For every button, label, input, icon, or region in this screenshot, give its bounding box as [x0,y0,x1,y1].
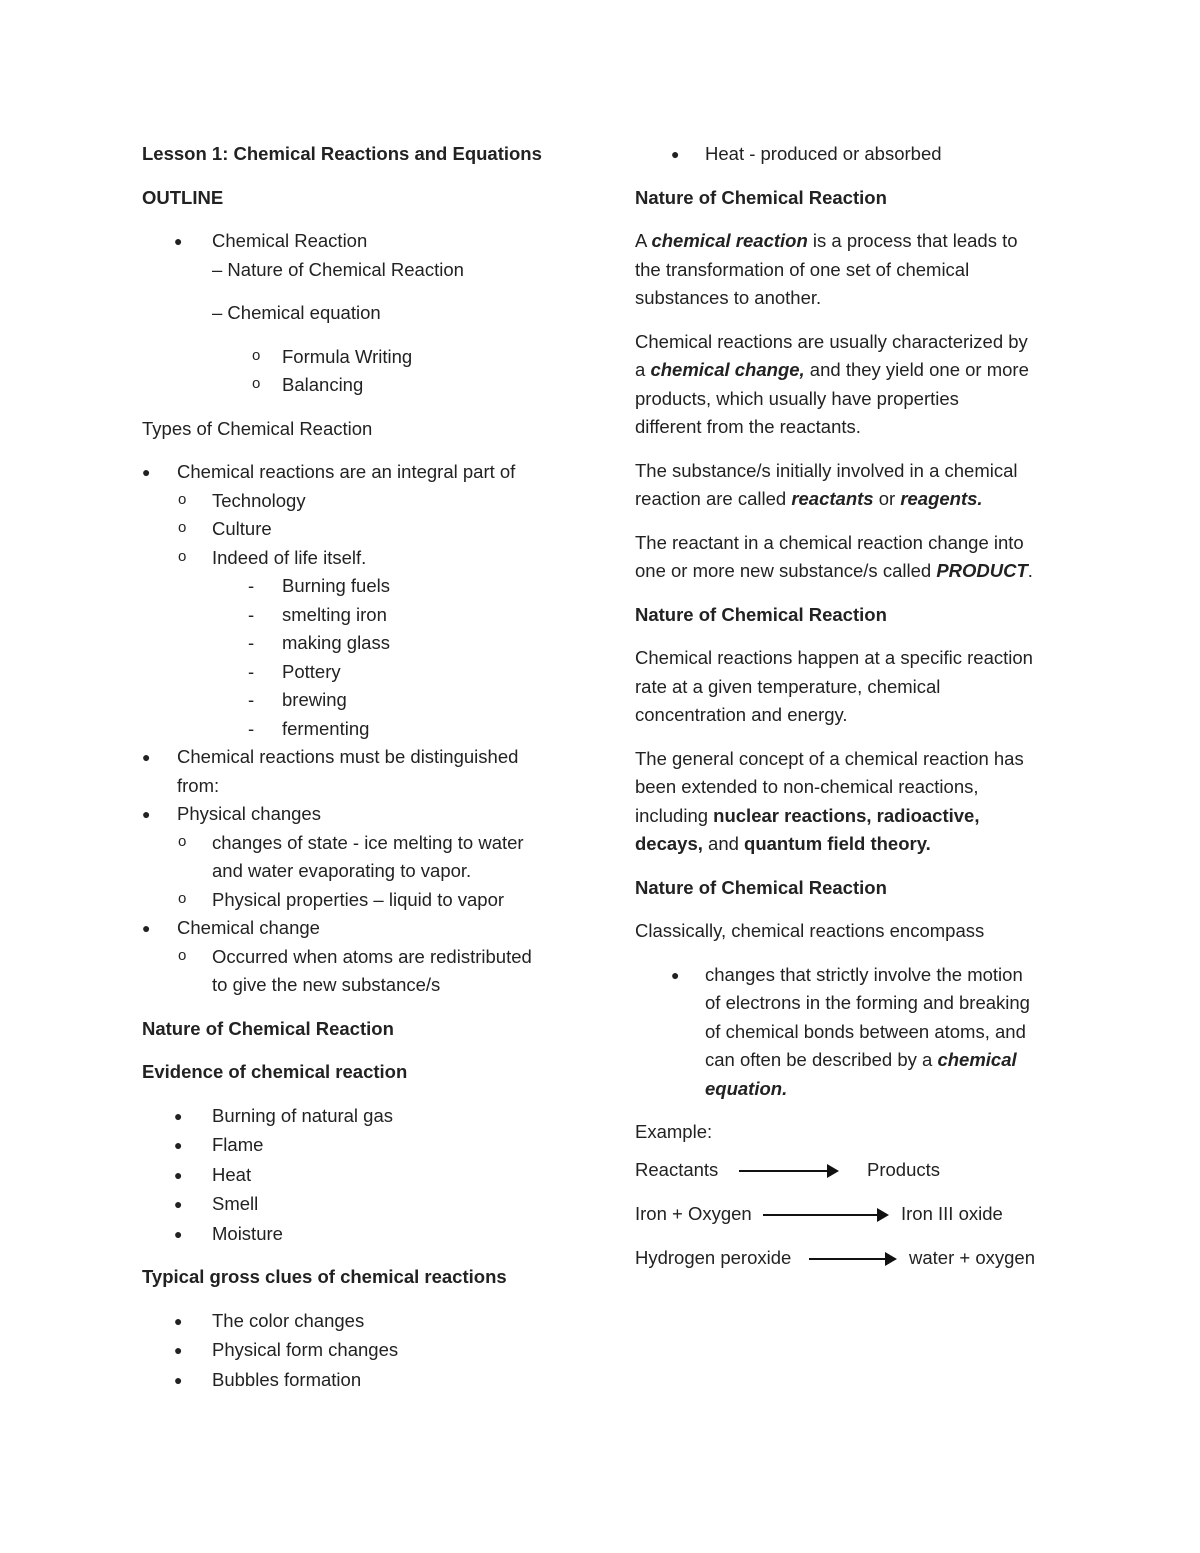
text-line: Chemical reactions are usually characterized by [635,330,1028,352]
circle-bullet-icon: o [178,490,187,508]
list-item [142,458,582,487]
text-line: been extended to non-chemical reactions, [635,776,979,797]
bullet-icon: ● [174,1166,183,1183]
bullet-icon: ● [142,920,151,936]
arrow-icon [809,1258,895,1260]
text-line: The reactant in a chemical reaction change into [635,531,1024,553]
text-line: different from the reactants. [635,416,861,437]
list-item-text: of chemical bonds between atoms, and [705,1020,1026,1042]
list-item [635,961,1075,1104]
list-item [142,1161,582,1190]
bullet-icon: ● [174,1371,183,1388]
list-item-text: and water evaporating to vapor. [212,860,472,881]
text: and [702,833,745,854]
bullet-icon: ● [174,233,183,249]
list-item [142,544,582,573]
bullet-icon: ● [142,749,151,765]
list-item-text: Culture [212,518,272,539]
outline-sub-item: – Nature of Chemical Reaction [212,258,464,280]
list-item [142,886,582,915]
outline-heading: OUTLINE [142,186,224,208]
example-row [635,1149,1075,1193]
list-item-text: Pottery [282,660,341,682]
list-item-text: fermenting [282,717,370,739]
list-item [142,343,582,372]
list-item-text: Indeed of life itself. [212,546,367,568]
paragraph [635,529,1075,586]
list-item [142,829,582,886]
example-row [635,1237,1075,1281]
bullet-icon: ● [142,464,151,480]
dash-bullet-icon: - [248,632,255,653]
list-item [635,140,1075,169]
text-line: rate at a given temperature, chemical [635,675,941,697]
text: a [635,359,651,380]
example-right: Iron III oxide [901,1203,1003,1225]
example-row [635,1193,1075,1237]
section-heading: Nature of Chemical Reaction [635,876,887,898]
text-line: products, which usually have properties [635,387,959,409]
bullet-icon: ● [174,1196,183,1212]
bullet-icon: ● [174,1107,183,1124]
dash-bullet-icon: - [248,603,255,625]
term: PRODUCT [936,560,1028,581]
term: equation. [705,1077,788,1099]
section-heading: Typical gross clues of chemical reactions [142,1266,507,1287]
list-item [142,715,582,744]
list-item-text: Formula Writing [282,345,413,367]
example-left: Iron + Oxygen [635,1203,752,1225]
list-item [142,1220,582,1249]
text-line: Classically, chemical reactions encompass [635,920,985,941]
list-item-text: Occurred when atoms are redistributed [212,945,532,967]
list-item [142,1102,582,1131]
text: including [635,804,714,826]
list-item [142,515,582,544]
list-item-text: Flame [212,1134,264,1155]
paragraph [635,328,1075,442]
paragraph [635,457,1075,514]
list-item [142,743,582,800]
list-item-text: Bubbles formation [212,1368,362,1390]
list-item [142,1366,582,1395]
list-item-text: Heat [212,1163,252,1185]
circle-bullet-icon: o [178,547,187,565]
circle-bullet-icon: o [178,946,187,964]
example-right: water + oxygen [909,1247,1035,1269]
text: . [1027,560,1033,581]
list-item-text: Physical form changes [212,1339,399,1360]
paragraph [635,227,1075,313]
list-item-text: Heat - produced or absorbed [705,143,942,164]
outline-sub-item: – Chemical equation [212,302,381,323]
types-heading: Types of Chemical Reaction [142,417,373,439]
list-item-text: smelting iron [282,603,387,625]
dash-bullet-icon: - [248,575,255,596]
example-left: Reactants [635,1159,719,1181]
bullet-icon: ● [174,1137,183,1153]
text-line: concentration and energy. [635,704,848,725]
list-item-text: Burning of natural gas [212,1104,394,1126]
text: reaction are called [635,488,792,509]
circle-bullet-icon: o [252,375,261,392]
list-item [142,1336,582,1365]
list-item [142,1131,582,1160]
list-item [142,487,582,516]
bullet-icon: ● [174,1342,183,1358]
list-item-text: Physical properties – liquid to vapor [212,888,505,910]
arrow-icon [763,1214,887,1216]
list-item-text: brewing [282,689,347,710]
text: one or more new substance/s called [635,560,937,581]
right-column [635,140,1075,1281]
term: nuclear reactions, radioactive, [713,804,980,826]
list-item [142,686,582,715]
list-item-text: changes of state - ice melting to water [212,831,524,853]
list-item-text: Balancing [282,374,364,395]
list-item [142,1307,582,1336]
dash-bullet-icon: - [248,717,255,739]
list-item [142,601,582,630]
bullet-icon: ● [671,146,680,162]
bullet-icon: ● [174,1312,183,1329]
list-item [142,371,582,400]
dash-bullet-icon: - [248,660,255,682]
list-item-text: Burning fuels [282,575,390,596]
outline-item [142,227,582,328]
list-item [142,572,582,601]
list-item [142,943,582,1000]
example-label: Example: [635,1121,713,1142]
list-item [142,1190,582,1219]
list-item-text: Chemical change [177,917,320,938]
list-item-text: Chemical reactions must be distinguished [177,746,519,767]
list-item-text: Physical changes [177,803,321,824]
lesson-title: Lesson 1: Chemical Reactions and Equations [142,143,542,164]
list-item [142,800,582,829]
section-heading: Nature of Chemical Reaction [635,603,887,625]
circle-bullet-icon: o [252,346,261,364]
list-item [142,629,582,658]
list-item-text: from: [177,774,220,796]
list-item-text: to give the new substance/s [212,974,441,995]
dash-bullet-icon: - [248,689,255,710]
left-column [142,140,582,1394]
term: reactants [791,488,874,509]
text-line: substances to another. [635,287,822,308]
list-item-text: Chemical reactions are an integral part of [177,461,516,482]
outline-item-text: Chemical Reaction [212,230,368,251]
bullet-icon: ● [174,1225,183,1242]
list-item-text: of electrons in the forming and breaking [705,992,1030,1013]
bullet-icon: ● [142,806,151,822]
circle-bullet-icon: o [178,832,187,850]
list-item-text: making glass [282,632,390,653]
term: quantum field theory. [744,833,931,854]
text-line: Chemical reactions happen at a specific reaction [635,647,1033,668]
example-left: Hydrogen peroxide [635,1247,792,1269]
section-heading: Nature of Chemical Reaction [635,186,887,208]
arrow-icon [739,1170,837,1172]
term: reagents. [900,488,983,509]
term: decays, [635,833,703,854]
section-heading: Nature of Chemical Reaction [142,1017,394,1039]
text: can often be described by a [705,1049,938,1070]
circle-bullet-icon: o [178,519,187,536]
text-line: The substance/s initially involved in a chemical [635,459,1018,481]
section-heading: Evidence of chemical reaction [142,1061,408,1082]
text: or [873,488,901,509]
term: chemical change, [650,359,805,380]
bullet-icon: ● [671,966,680,983]
list-item [142,914,582,943]
text-line: the transformation of one set of chemical [635,258,970,280]
paragraph [635,644,1075,730]
list-item-text: Smell [212,1193,259,1214]
term: chemical [937,1049,1017,1070]
list-item-text: changes that strictly involve the motion [705,963,1023,985]
example-right: Products [867,1159,941,1181]
list-item-text: Technology [212,489,306,511]
text: is a process that leads to [807,230,1018,251]
list-item-text: Moisture [212,1222,283,1244]
paragraph [635,745,1075,859]
list-item [142,658,582,687]
text: and they yield one or more [804,359,1029,380]
circle-bullet-icon: o [178,889,187,907]
text-line: The general concept of a chemical reaction has [635,747,1024,769]
term: chemical reaction [651,230,808,251]
text: A [635,230,652,251]
list-item-text: The color changes [212,1309,365,1331]
